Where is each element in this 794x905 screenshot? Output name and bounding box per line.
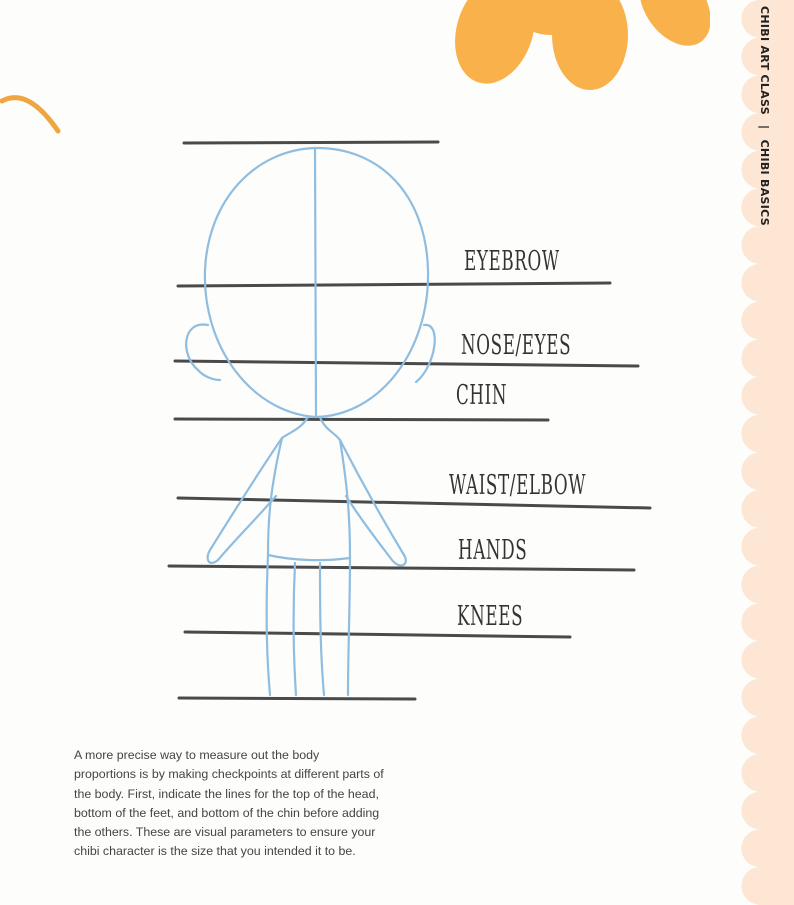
guide-lines: [169, 142, 650, 699]
chibi-proportion-sketch: [160, 130, 660, 710]
flower-petal-right: [625, 0, 710, 59]
label-waist-elbow: WAIST/ELBOW: [449, 470, 587, 501]
guide-line-feet: [179, 698, 415, 699]
guide-line-knees: [185, 632, 570, 637]
caption-paragraph: A more precise way to measure out the body proportions is by making checkpoints at different parts of the body. First, indicate the lines for the top of the head, bottom of the feet, and bottom of the chin before adding the others. These are visual parameters to ensure your chibi character is the size that you intended it to be.: [74, 748, 384, 859]
sidebar-title: [758, 6, 771, 226]
sketch-leg-left: [267, 555, 296, 695]
label-knees: KNEES: [457, 601, 524, 632]
swoosh-decoration: [0, 85, 70, 145]
label-eyebrow: EYEBROW: [464, 246, 560, 277]
label-chin: CHIN: [456, 380, 508, 411]
guide-line-eyebrow: [178, 283, 610, 286]
sketch-torso: [268, 417, 350, 560]
figure-outline: [186, 148, 435, 695]
sidebar-title-separator: |: [758, 125, 771, 130]
label-hands: HANDS: [458, 535, 528, 566]
sidebar-title-course: CHIBI ART CLASS: [758, 6, 771, 115]
guide-line-top-of-head: [184, 142, 438, 143]
label-nose-eyes: NOSE/EYES: [461, 330, 572, 361]
sketch-head-centerline: [315, 148, 316, 417]
sidebar-title-chapter: CHIBI BASICS: [758, 139, 771, 226]
guide-line-hands: [169, 566, 634, 570]
flower-decoration: [440, 0, 710, 100]
sketch-leg-right: [320, 558, 350, 695]
guide-line-nose-eyes: [175, 361, 638, 366]
guide-line-chin: [175, 419, 548, 420]
